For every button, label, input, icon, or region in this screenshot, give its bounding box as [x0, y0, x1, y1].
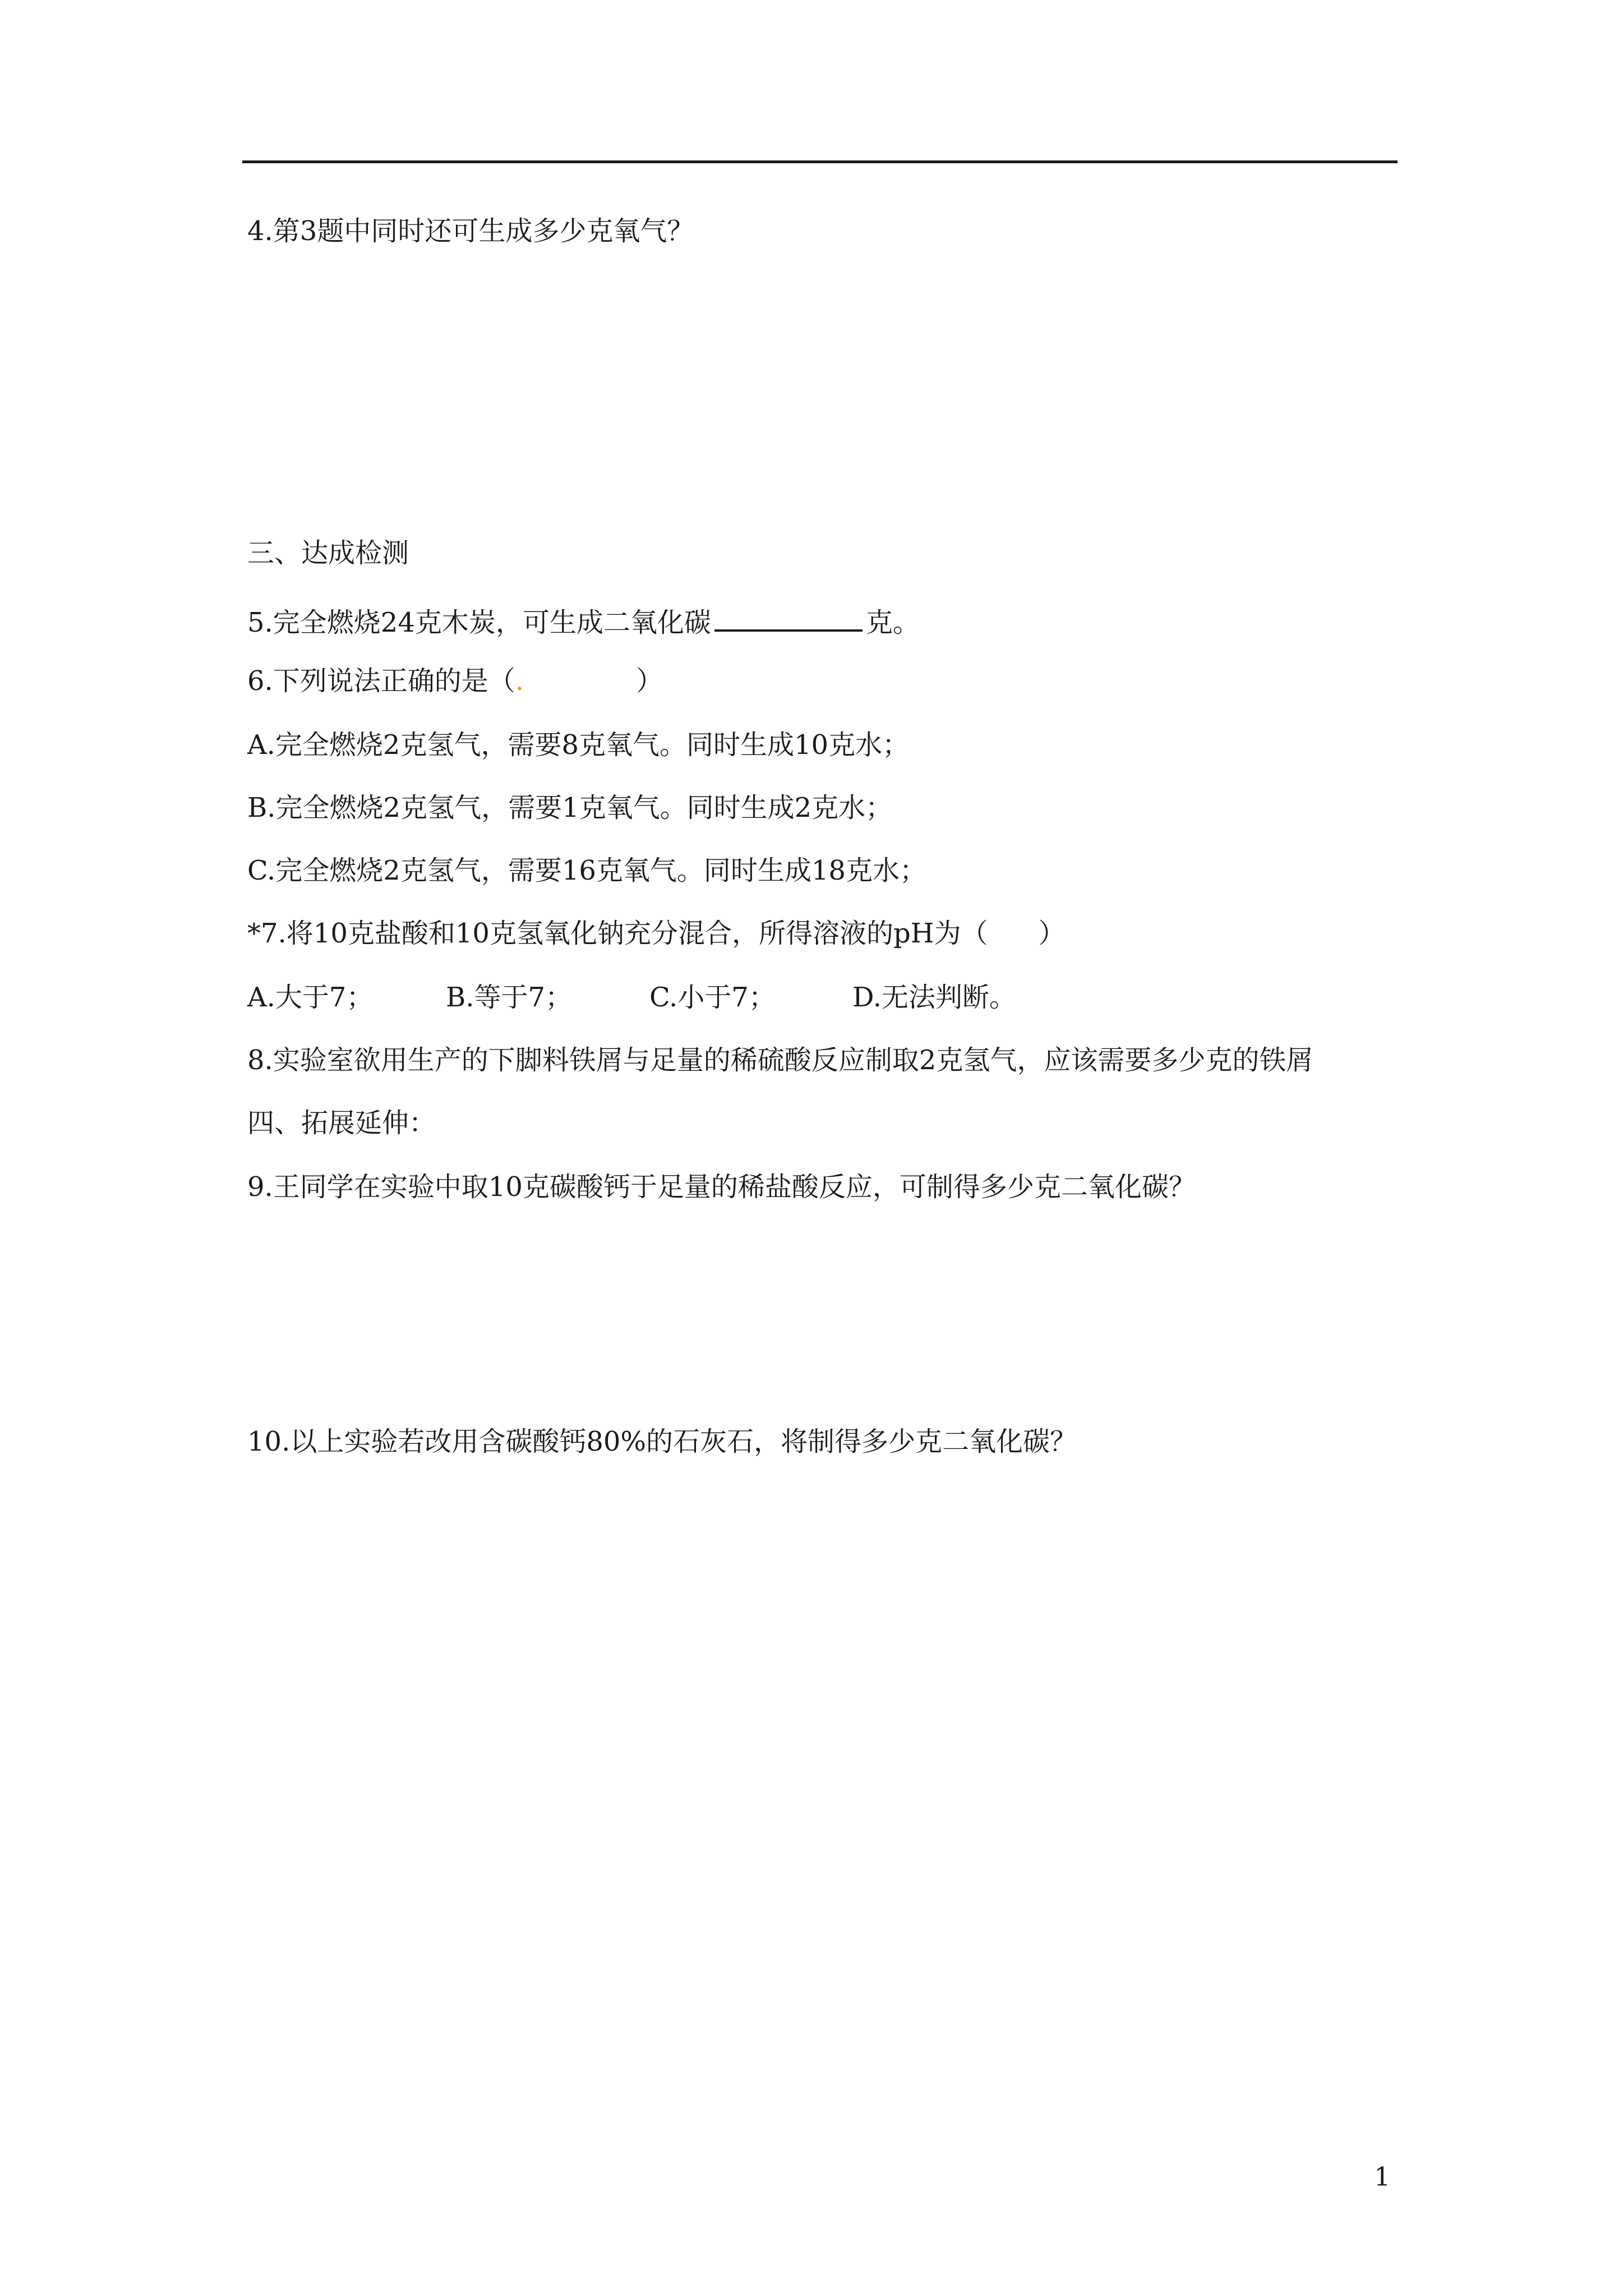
section-heading-4: 四、拓展延伸：: [247, 1107, 436, 1139]
question-5-text: 5.完全燃烧24克木炭，可生成二氧化碳: [247, 607, 711, 638]
question-9: 9.王同学在实验中取10克碳酸钙于足量的稀盐酸反应，可制得多少克二氧化碳？: [247, 1171, 1196, 1203]
section-heading-3: 三、达成检测: [247, 537, 409, 569]
question-6-option-c: C.完全燃烧2克氢气，需要16克氧气。同时生成18克水；: [247, 855, 926, 886]
question-6: [247, 664, 663, 698]
header-rule: [242, 160, 1398, 163]
question-7-option-b: B.等于7；: [446, 982, 573, 1013]
question-8: 8.实验室欲用生产的下脚料铁屑与足量的稀硫酸反应制取2克氢气，应该需要多少克的铁屑: [247, 1045, 1313, 1076]
question-6-option-b: B.完全燃烧2克氢气，需要1克氧气。同时生成2克水；: [247, 792, 893, 823]
answer-blank: [714, 602, 863, 632]
question-7-option-a: A.大于7；: [247, 982, 374, 1013]
question-6-close-paren: ）: [636, 665, 663, 697]
question-7: [247, 917, 1066, 950]
question-7-option-c: C.小于7；: [649, 982, 776, 1013]
question-7-option-d: D.无法判断。: [852, 982, 1017, 1013]
question-6-text: 6.下列说法正确的是（: [247, 665, 515, 697]
question-6-option-a: A.完全燃烧2克氢气，需要8克氧气。同时生成10克水；: [247, 729, 910, 761]
question-10: 10.以上实验若改用含碳酸钙80%的石灰石，将制得多少克二氧化碳？: [247, 1426, 1077, 1457]
question-6-mark: .: [515, 665, 524, 697]
question-4: 4.第3题中同时还可生成多少克氧气？: [247, 215, 694, 247]
question-7-close-paren: ）: [1038, 918, 1066, 949]
page-number: 1: [1374, 2161, 1391, 2192]
question-5-unit: 克。: [865, 607, 920, 638]
question-7-text: *7.将10克盐酸和10克氢氧化钠充分混合，所得溶液的pH为（: [247, 918, 988, 949]
question-5: [247, 602, 920, 639]
